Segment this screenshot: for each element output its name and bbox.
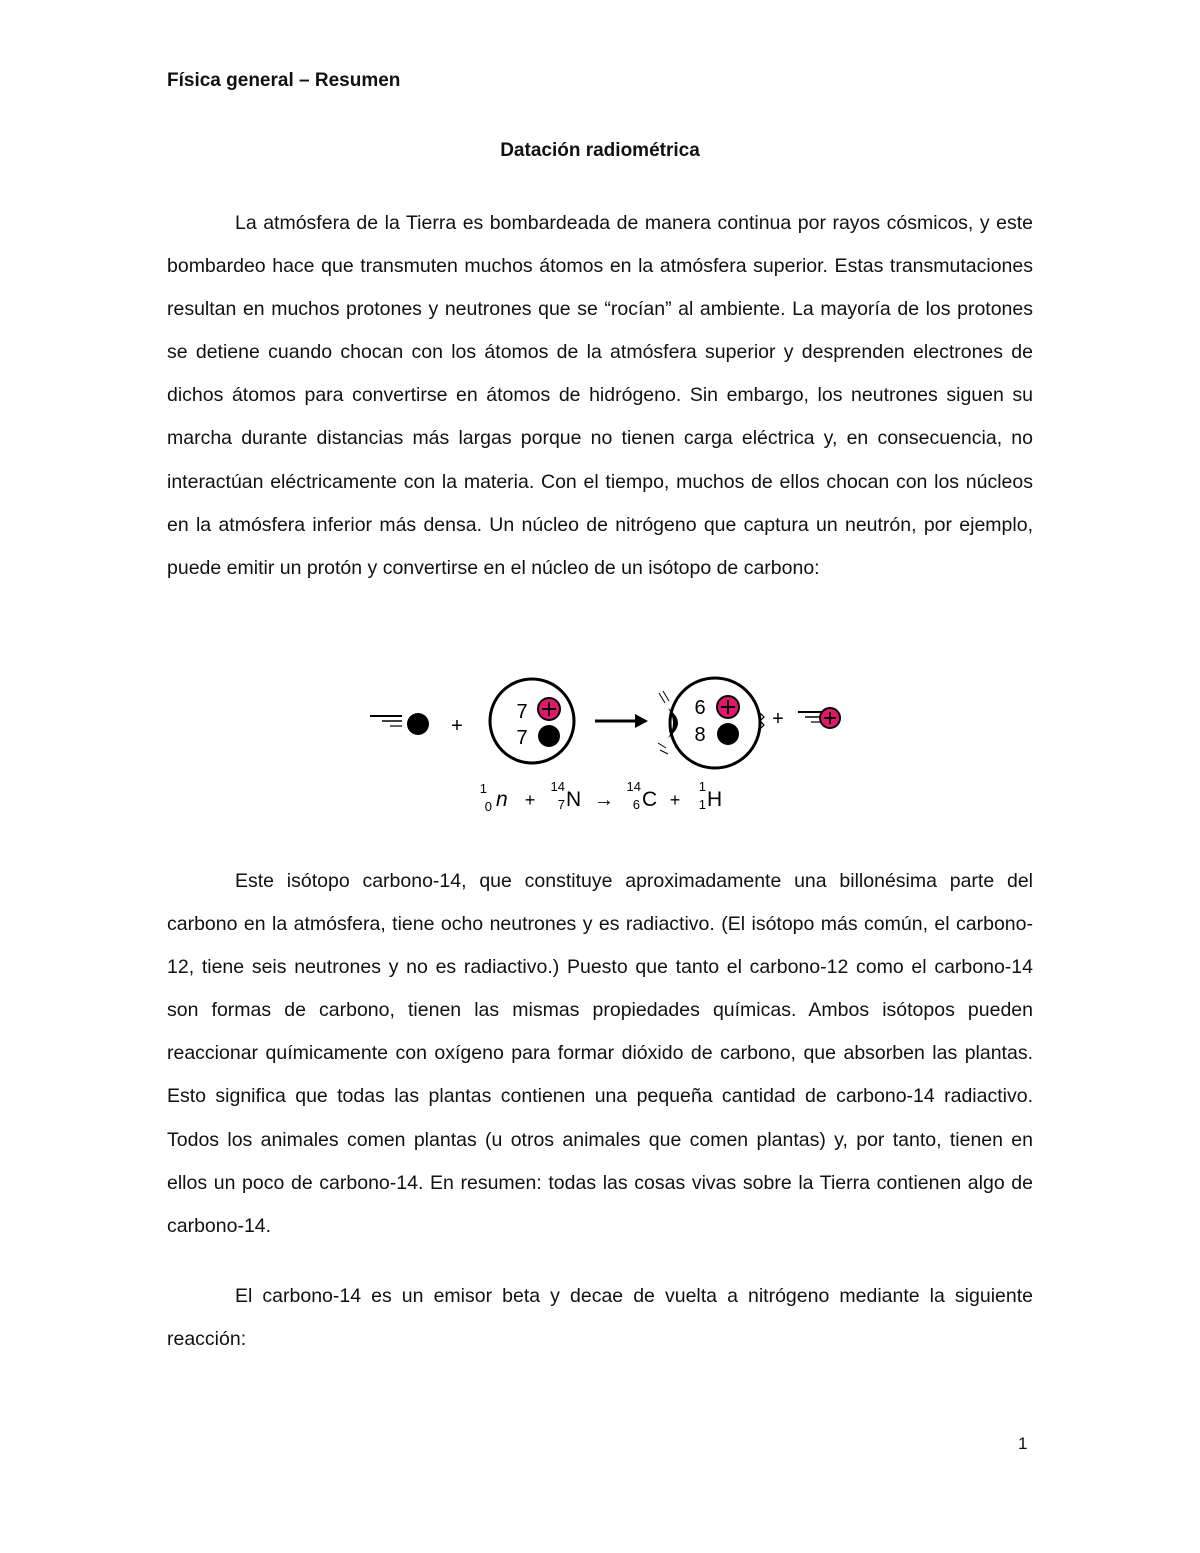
carbon-mass-number: 14 — [626, 779, 641, 794]
paragraph-3: El carbono-14 es un emisor beta y decae de vuelta a nitrógeno mediante la siguiente reacción: — [167, 1285, 1033, 1351]
neutron-icon — [717, 723, 739, 745]
hydrogen-symbol: H — [707, 788, 723, 811]
reaction-arrow — [595, 714, 648, 728]
incoming-neutron — [370, 713, 429, 735]
reaction-equation — [480, 779, 722, 814]
carbon-proton-count: 6 — [694, 697, 706, 719]
paragraph-2: Este isótopo carbono-14, que constituye aproximadamente una billonésima parte del carbono en la atmósfera, tiene ocho neutrones y es radiactivo. (El isótopo más común, el carbono-12, tiene seis neutrones y no es radiactivo.) Puesto que tanto el carbono-12 como el carbono-14 son formas de carbono, tienen las mismas propiedades químicas. Ambos isótopos pueden reaccionar químicamente con oxígeno para formar dióxido de carbono, que absorben las plantas. Esto significa que todas las plantas contienen una pequeña cantidad de carbono-14 radiactivo. Todos los animales comen plantas (u otros animales que comen plantas) y, por tanto, tienen en ellos un poco de carbono-14. En resumen: todas las cosas vivas sobre la Tierra contienen algo de carbono-14. — [167, 870, 1033, 1237]
section-title: Datación radiométrica — [500, 140, 700, 161]
carbon-atomic-number: 6 — [632, 797, 640, 812]
carbon-nucleus — [658, 678, 764, 768]
hydrogen-atomic-number: 1 — [698, 797, 706, 812]
equation-arrow: → — [594, 789, 614, 811]
plus-sign-4: + — [669, 790, 681, 810]
nitrogen-symbol: N — [566, 788, 582, 811]
document-header: Física general – Resumen — [167, 70, 401, 91]
neutron-atomic-number: 0 — [484, 799, 492, 814]
hydrogen-mass-number: 1 — [698, 779, 706, 794]
paragraph-1: La atmósfera de la Tierra es bombardeada de manera continua por rayos cósmicos, y este bombardeo hace que transmuten muchos átomos en la atmósfera superior. Estas transmutaciones resultan en muchos protones y neutrones que se “rocían” al ambiente. La mayoría de los protones se detiene cuando chocan con los átomos de la atmósfera superior y desprenden electrones de dichos átomos para convertirse en átomos de hidrógeno. Sin embargo, los neutrones siguen su marcha durante distancias más largas porque no tienen carga eléctrica y, en consecuencia, no interactúan eléctricamente con la materia. Con el tiempo, muchos de ellos chocan con los núcleos en la atmósfera inferior más densa. Un núcleo de nitrógeno que captura un neutrón, por ejemplo, puede emitir un protón y convertirse en el núcleo de un isótopo de carbono: — [167, 212, 1033, 579]
page-number: 1 — [1018, 1434, 1028, 1453]
nuclear-reaction-figure — [360, 668, 860, 818]
plus-sign-2: + — [772, 708, 784, 730]
carbon-symbol: C — [642, 788, 658, 811]
carbon-neutron-count: 8 — [694, 724, 706, 746]
nitrogen-mass-number: 14 — [550, 779, 565, 794]
nitrogen-nucleus — [490, 679, 574, 763]
neutron-symbol: n — [496, 788, 508, 811]
plus-sign-1: + — [451, 715, 463, 737]
neutron-icon — [538, 725, 560, 747]
nitrogen-proton-count: 7 — [516, 701, 528, 723]
nitrogen-atomic-number: 7 — [557, 797, 565, 812]
plus-sign-3: + — [524, 790, 536, 810]
outgoing-proton — [798, 708, 840, 728]
neutron-mass-number: 1 — [479, 781, 487, 796]
nitrogen-neutron-count: 7 — [516, 727, 528, 749]
